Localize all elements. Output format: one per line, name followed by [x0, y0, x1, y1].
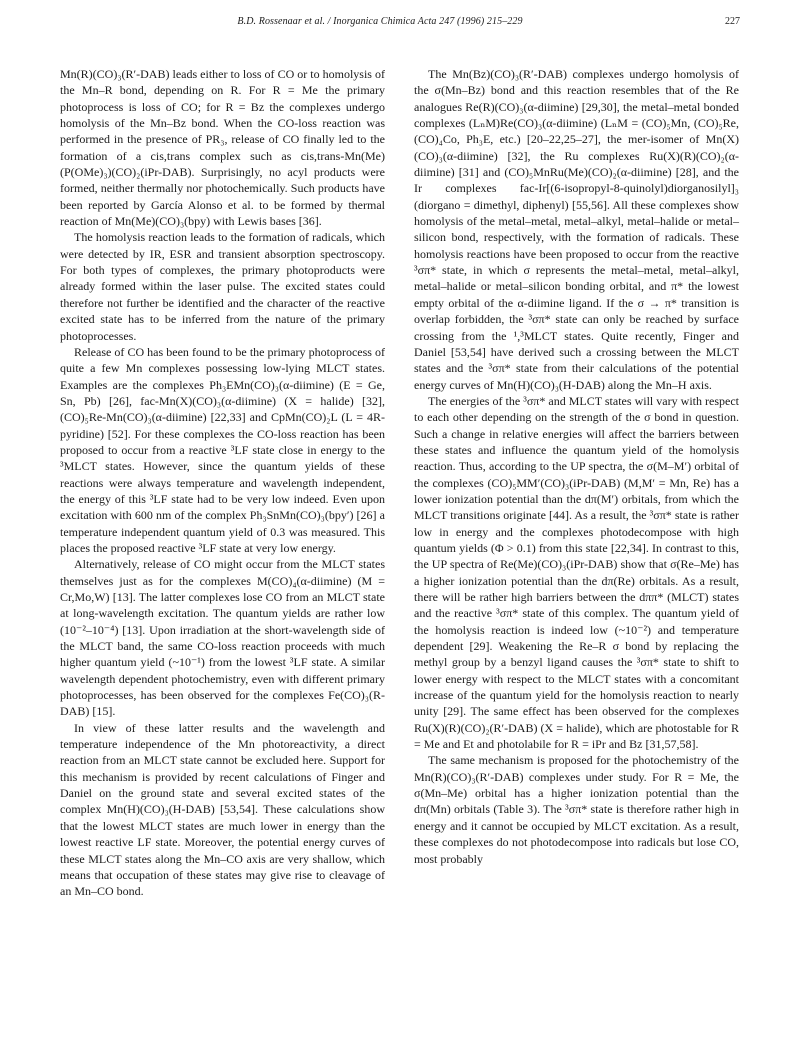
- paragraph: The same mechanism is proposed for the photochemistry of the Mn(R)(CO)₃(R′-DAB) complexes under study. For R = Me, the σ(Mn–Me) orbital has a higher ionization potential than the dπ(Mn) orbitals (Table 3). The ³σπ* state is therefore rather high in energy and it cannot be occupied by MLCT excitation. As a result, these complexes do not photodecompose into radicals but lose CO, most probably: [414, 753, 739, 866]
- journal-citation: B.D. Rossenaar et al. / Inorganica Chimica Acta 247 (1996) 215–229: [237, 16, 523, 27]
- right-column: [414, 66, 739, 867]
- paragraph: Mn(R)(CO)₃(R′-DAB) leads either to loss of CO or to homolysis of the Mn–R bond, depending on R. For R = Me the primary photoprocess is loss of CO; for R = Bz the complexes undergo homolysis of the Mn–Bz bond. When the CO-loss reaction was performed in the presence of PR₃, release of CO finally led to the formation of a cis,trans complex such as cis,trans-Mn(Me)(P(OMe)₃)(CO)₂(iPr-DAB). Surprisingly, no acyl products were formed, neither thermally nor photochemically. Such products have been reported by García Alonso et al. to be formed by thermal reaction of Mn(Me)(CO)₃(bpy) with Lewis bases [36].: [60, 67, 385, 229]
- paragraph: The Mn(Bz)(CO)₃(R′-DAB) complexes undergo homolysis of the σ(Mn–Bz) bond and this reaction resembles that of the Re analogues Re(R)(CO)₃(α-diimine) [29,30], the metal–metal bonded complexes (LₙM)Re(CO)₃(α-diimine) (LₙM = (CO)₅Mn, (CO)₅Re, (CO)₄Co, Ph₃E, etc.) [20–22,25–27], the mer-isomer of Mn(X)(CO)₃(α-diimine) [32], the Ru complexes Ru(X)(R)(CO)₂(α-diimine) [31] and (CO)₅MnRu(Me)(CO)₂(α-diimine) [28], and the Ir complexes fac-Ir[(6-isopropyl-8-quinolyl)diorganosilyl]₃ (diorgano = dimethyl, diphenyl) [55,56]. All these complexes show homolysis of the metal–metal, metal–alkyl, metal–halide or metal–silicon bond, respectively, with the formation of radicals. These homolysis reactions have been proposed to occur from the reactive ³σπ* state, in which σ represents the metal–metal, metal–alkyl, metal–halide or metal–silicon bonding orbital, and π* the lowest empty orbital of the α-diimine ligand. If the σ → π* transition is overlap forbidden, the ³σπ* state can only be reached by surface crossing from the ¹,³MLCT states. Quite recently, Finger and Daniel [53,54] have derived such a crossing between the MLCT states and the ³σπ* state from their calculations of the potential energy curves of Mn(H)(CO)₃(H-DAB) along the Mn–H axis.: [414, 67, 739, 392]
- paragraph: The energies of the ³σπ* and MLCT states will vary with respect to each other depending on the strength of the σ bond in question. Such a change in relative energies will affect the barriers between these states and influence the quantum yield of the homolysis reaction. Thus, according to the UP spectra, the σ(M–M′) orbital of the complexes (CO)₅MM′(CO)₃(iPr-DAB) (M,M′ = Mn, Re) has a lower ionization potential than the dπ(M′) orbitals, from which the MLCT transitions originate [44]. As a result, the ³σπ* state is rather low in energy and the complexes photodecompose with high quantum yields (Φ > 0.1) from this state [22,34]. In contrast to this, the UP spectra of Re(Me)(CO)₃(iPr-DAB) show that σ(Re–Me) has a higher ionization potential than the dπ(Re) orbitals. As a result, there will be rather high barriers between the dππ* (MLCT) states and the reactive ³σπ* state of this complex. The quantum yield of the homolysis reaction is indeed low (~10⁻²) and temperature dependent [29]. Weakening the Re–R σ bond by replacing the methyl group by a benzyl ligand causes the ³σπ* state to shift to lower energy with respect to the MLCT states with a concomitant increase of the quantum yield for the homolysis reaction to nearly unity [29]. The same effect has been observed for the complexes Ru(X)(R)(CO)₂(R′-DAB) (X = halide), which are photostable for R = Me and Et and photolabile for R = iPr and Bz [31,57,58].: [414, 393, 739, 752]
- page-number: 227: [725, 16, 740, 27]
- paragraph: Alternatively, release of CO might occur from the MLCT states themselves just as for the complexes M(CO)₄(α-diimine) (M = Cr,Mo,W) [13]. The latter complexes lose CO from an MLCT state at long-wavelength excitation. The quantum yields are rather low (10⁻²–10⁻⁴) [13]. Upon irradiation at the short-wavelength side of the MLCT band, the same CO-loss reaction proceeds with much higher quantum yield (~10⁻¹) from the lowest ³LF state. A similar wavelength dependent photochemistry, even with different primary photoprocesses, has been observed for the complexes Fe(CO)₃(R-DAB) [15].: [60, 557, 385, 719]
- paragraph: Release of CO has been found to be the primary photoprocess of quite a few Mn complexes possessing low-lying MLCT states. Examples are the complexes Ph₃EMn(CO)₃(α-diimine) (E = Ge, Sn, Pb) [26], fac-Mn(X)(CO)₃(α-diimine) (X = halide) [32], (CO)₅Re-Mn(CO)₃(α-diimine) [22,33] and CpMn(CO)₂L (L = 4R-pyridine) [52]. For these complexes the CO-loss reaction has been proposed to occur from a reactive ³LF state close in energy to the ³MLCT states. However, since the quantum yields of these reactions were always temperature and wavelength independent, the energy of this ³LF state had to be very low indeed. Even upon excitation with 600 nm of the complex Ph₃SnMn(CO)₃(bpy′) [26] a temperature independent quantum yield of 0.3 was measured. This places the proposed reactive ³LF state at very low energy.: [60, 344, 385, 555]
- left-column: [60, 66, 385, 900]
- paragraph: The homolysis reaction leads to the formation of radicals, which were detected by IR, ESR and transient absorption spectroscopy. For both types of complexes, the primary photoproducts were already formed within the laser pulse. The excited states could therefore not further be identified and the character of the reactive excited state has to be inferred from the nature of the primary photoprocesses.: [60, 230, 385, 343]
- running-header: [60, 16, 740, 27]
- paragraph: In view of these latter results and the wavelength and temperature independence of the Mn photoreactivity, a direct reaction from an MLCT state cannot be excluded here. Support for this mechanism is provided by recent calculations of Finger and Daniel on the ground state and several excited states of the complex Mn(H)(CO)₃(H-DAB) [53,54]. These calculations show that the lowest MLCT states are much lower in energy than the lowest reactive LF state. Moreover, the potential energy curves of these MLCT states along the Mn–CO axis are very shallow, which means that occupation of these states may give rise to cleavage of an Mn–CO bond.: [60, 720, 385, 899]
